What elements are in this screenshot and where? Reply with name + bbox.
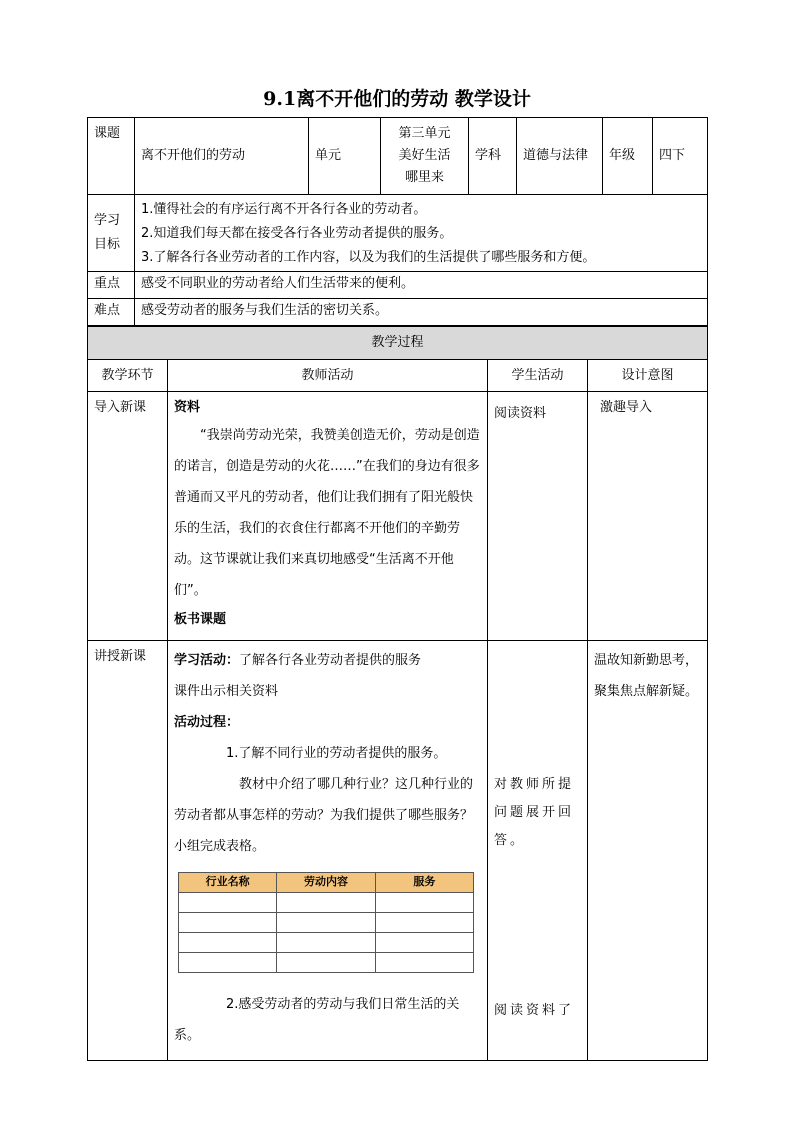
intro-intent: 激趣导入	[588, 392, 708, 641]
teaching-process-table	[87, 326, 708, 1061]
header-student: 学生活动	[488, 360, 588, 392]
goal-item: 1.懂得社会的有序运行离不开各行各业的劳动者。	[141, 202, 427, 217]
header-intent: 设计意图	[588, 360, 708, 392]
difficult-label: 难点	[88, 299, 135, 326]
goals-label-line-2: 目标	[94, 237, 121, 252]
step-1-description: 教材中介绍了哪几种行业？这几种行业的劳动者都从事怎样的劳动？为我们提供了哪些服务？小组完成表格。	[174, 777, 474, 854]
intro-material-label: 资料	[174, 400, 201, 415]
subject-value: 道德与法律	[517, 118, 603, 195]
step-1: 1.了解不同行业的劳动者提供的服务。	[226, 746, 447, 761]
grade-label: 年级	[603, 118, 653, 195]
lecture-student-read: 阅读资料了	[494, 1003, 575, 1018]
worksheet-cell	[375, 953, 473, 973]
worksheet-cell	[179, 953, 277, 973]
worksheet-cell	[375, 933, 473, 953]
worksheet-cell	[179, 933, 277, 953]
info-row-goals	[88, 195, 708, 272]
worksheet-cell	[375, 913, 473, 933]
lecture-stage: 讲授新课	[88, 641, 168, 1061]
goal-item: 2.知道我们每天都在接受各行各业劳动者提供的服务。	[141, 226, 453, 241]
topic-label: 课题	[88, 118, 135, 195]
worksheet-header-content: 劳动内容	[277, 873, 375, 893]
worksheet-cell	[375, 893, 473, 913]
grade-value: 四下	[653, 118, 708, 195]
lecture-intent: 温故知新勤思考，聚集焦点解新疑。	[588, 641, 708, 1061]
process-band-row	[88, 327, 708, 360]
worksheet-cell	[277, 953, 375, 973]
goals-list	[135, 195, 708, 272]
activity-label: 学习活动：	[174, 653, 240, 668]
topic-value: 离不开他们的劳动	[135, 118, 309, 195]
worksheet-row	[179, 953, 474, 973]
info-row-difficult	[88, 299, 708, 326]
intro-teacher	[168, 392, 488, 641]
worksheet-table	[178, 872, 474, 973]
unit-value-line-3: 哪里来	[404, 170, 444, 185]
intro-row	[88, 392, 708, 641]
step-2: 2.感受劳动者的劳动与我们日常生活的关系。	[174, 997, 460, 1043]
process-band: 教学过程	[88, 327, 708, 360]
worksheet-row	[179, 893, 474, 913]
key-value: 感受不同职业的劳动者给人们生活带来的便利。	[135, 272, 708, 299]
unit-value	[381, 118, 469, 195]
lecture-teacher	[168, 641, 488, 1061]
info-row-key	[88, 272, 708, 299]
unit-label: 单元	[309, 118, 381, 195]
info-row-topic	[88, 118, 708, 195]
intro-stage: 导入新课	[88, 392, 168, 641]
unit-value-line-1: 第三单元	[398, 126, 451, 141]
worksheet-cell	[277, 893, 375, 913]
worksheet-cell	[277, 933, 375, 953]
goals-label-line-1: 学习	[94, 213, 121, 228]
subject-label: 学科	[469, 118, 517, 195]
worksheet-header-industry: 行业名称	[179, 873, 277, 893]
lecture-student	[488, 641, 588, 1061]
lecture-student-answer: 对教师所提问题展开回答。	[494, 777, 575, 848]
worksheet-cell	[179, 913, 277, 933]
lecture-activity	[174, 645, 481, 676]
lecture-courseware: 课件出示相关资料	[174, 684, 279, 699]
lesson-info-table	[87, 117, 708, 326]
process-header-row	[88, 360, 708, 392]
intro-board-label: 板书课题	[174, 612, 227, 627]
difficult-value: 感受劳动者的服务与我们生活的密切关系。	[135, 299, 708, 326]
activity-text: 了解各行各业劳动者提供的服务	[239, 653, 422, 668]
goals-label	[88, 195, 135, 272]
worksheet-row	[179, 913, 474, 933]
unit-value-line-2: 美好生活	[398, 148, 451, 163]
key-label: 重点	[88, 272, 135, 299]
worksheet-cell	[179, 893, 277, 913]
header-stage: 教学环节	[88, 360, 168, 392]
header-teacher: 教师活动	[168, 360, 488, 392]
worksheet-header-service: 服务	[375, 873, 473, 893]
worksheet-cell	[277, 913, 375, 933]
intro-student: 阅读资料	[488, 392, 588, 641]
worksheet-header-row	[179, 873, 474, 893]
page-title: 9.1离不开他们的劳动 教学设计	[263, 88, 531, 110]
lecture-row	[88, 641, 708, 1061]
worksheet-row	[179, 933, 474, 953]
process-label: 活动过程：	[174, 715, 240, 730]
intro-paragraph: “我崇尚劳动光荣，我赞美创造无价，劳动是创造的诺言，创造是劳动的火花……”在我们的身边有很多普通而又平凡的劳动者，他们让我们拥有了阳光般快乐的生活，我们的衣食住行都离不开他们的辛勤劳动。这节课就让我们来真切地感受“生活离不开他们”。	[174, 428, 480, 598]
goal-item: 3.了解各行各业劳动者的工作内容，以及为我们的生活提供了哪些服务和方便。	[141, 250, 596, 265]
